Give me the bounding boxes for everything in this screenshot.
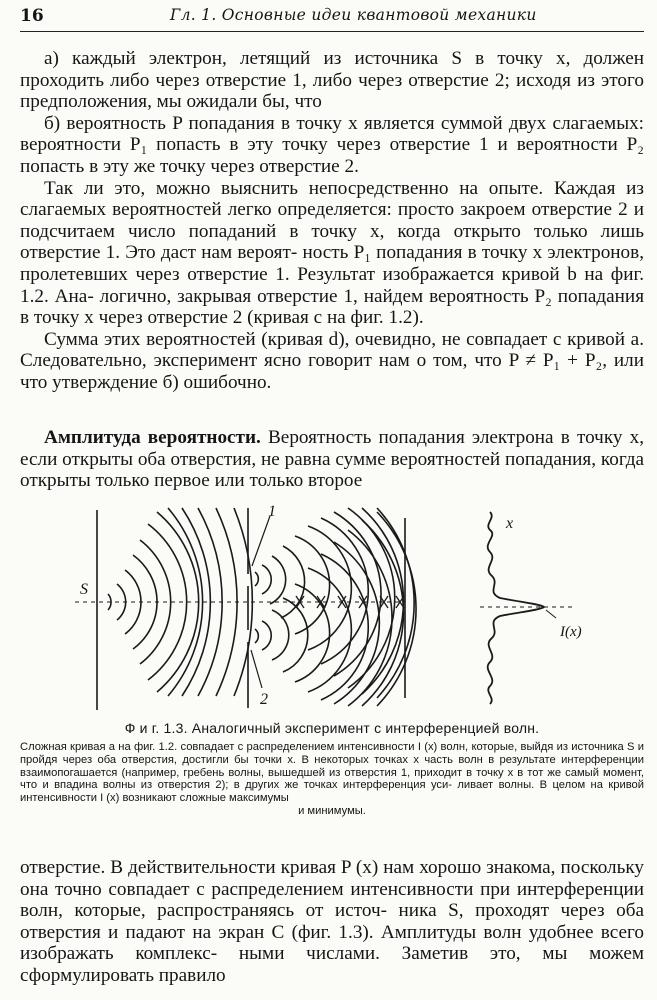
intensity-curve	[488, 512, 544, 704]
text-line: в точку x, если открыты оба отверстия, не равна сумме вероятностей	[20, 427, 645, 470]
text-line: с кривой a. Следовательно, эксперимент ясно говорит нам о том,	[20, 328, 644, 372]
text-line: Так ли это, можно выяснить непосредственно на опыте.	[44, 177, 544, 199]
paragraph	[20, 857, 644, 987]
hole-1-label: 1	[268, 503, 276, 520]
item-a	[20, 48, 644, 113]
text-line: закроем отверстие 2 и подсчитаем число попаданий в точку x,	[20, 199, 644, 242]
curve-label: I(x)	[560, 624, 582, 640]
caption-line: (например, гребень волны, вышедшей из отверстия 1, приходит в точку x в тот же самый	[121, 766, 599, 779]
caption-line: которые, выйдя из источника S и пройдя через оба отверстия, достигли бы точки x.	[20, 741, 644, 766]
text-line: когда открыто только лишь отверстие 1. Это даст нам вероят-	[20, 220, 644, 264]
text-line: при интерференции волн, которые, распространяясь от источ-	[20, 878, 645, 922]
slit-2-waves	[255, 512, 416, 706]
x-label: x	[506, 515, 514, 532]
text-block-top	[20, 48, 644, 394]
running-title: Гл. 1. Основные идеи квантовой механики	[170, 6, 537, 24]
source-label: S	[80, 581, 88, 598]
paragraph	[20, 178, 644, 329]
section-heading: Амплитуда вероятности.	[44, 427, 261, 448]
page-number: 16	[20, 6, 44, 26]
text-line: в точку x через отверстие 2 (кривая c на фиг. 1.2).	[20, 307, 424, 329]
interference-figure	[0, 500, 657, 715]
page-header	[20, 6, 644, 30]
slit-2-leader	[251, 650, 262, 688]
text-line: отверстие. В действительности кривая P (x) нам хорошо знакома,	[20, 857, 556, 878]
text-line: проходить либо через отверстие 1, либо через отверстие 2; исходя	[20, 69, 571, 91]
text-line: что P ≠ P₁ + P₂, или что утверждение б) ошибочно.	[20, 350, 644, 393]
text-line: (фиг. 1.3). Амплитуды волн удобнее всего изображать комплекс-	[20, 921, 644, 965]
text-line: логично, закрывая отверстие 1, найдем вероятность P₂ попадания	[99, 285, 645, 307]
text-line: Вероятность попадания электрона	[268, 427, 554, 448]
text-block-bottom	[20, 857, 644, 987]
text-line: Сумма этих вероятностей (кривая d), очевидно, не совпадает	[44, 328, 548, 350]
text-block-section	[20, 427, 644, 492]
text-line: б) вероятность P попадания в точку x является суммой двух	[44, 112, 547, 134]
caption-line: ливает волны. В целом на кривой интенсивности I (x) возникают сложные максимумы	[20, 779, 645, 805]
text-line: слагаемых: вероятности P₁ попасть в эту точку через отверстие 1	[20, 112, 645, 156]
caption-line: Сложная кривая a на фиг. 1.2. совпадает с распределением интенсивности I (x) волн,	[20, 741, 469, 753]
text-line: ника S, проходят через оба отверстия и падают на экран C	[20, 900, 644, 943]
figure-caption-title: Ф и г. 1.3. Аналогичный эксперимент с интерференцией волн.	[124, 720, 540, 736]
text-line: ность P₁ попадания в точку x электронов, пролетевших через	[20, 242, 645, 285]
text-line: отверстие 1. Результат изображается кривой b на фиг. 1.2. Ана-	[20, 263, 645, 307]
paragraph	[20, 329, 644, 394]
text-line: из этого предположения, мы ожидали бы, что	[20, 69, 645, 113]
text-line: поскольку она точно совпадает с распределением интенсивности	[20, 857, 645, 900]
header-rule	[20, 31, 644, 32]
caption-line: момент, что и впадина волны из отверстия 2); в других же точках интерференция уси-	[20, 766, 645, 792]
curve-leader	[546, 610, 556, 618]
figure-caption-text	[20, 741, 644, 818]
text-line: Каждая из слагаемых вероятностей легко определяется: просто	[20, 177, 644, 221]
paragraph	[20, 427, 644, 492]
caption-line: В некоторых точках x часть волн в результате интерференции взаимопогашается	[20, 753, 645, 779]
text-line: попадания, когда открыты только первое или только второе	[20, 448, 645, 492]
item-b	[20, 113, 644, 178]
text-line: а) каждый электрон, летящий из источника S в точку x, должен	[44, 48, 644, 69]
slit-1-leader	[252, 516, 270, 566]
hole-2-label: 2	[260, 691, 268, 708]
caption-line: и минимумы.	[298, 804, 366, 817]
text-line: и вероятности P₂ попасть в эту же точку через отверстие 2.	[20, 134, 644, 177]
text-line: ными числами. Заметив это, мы можем сформулировать правило	[20, 943, 644, 986]
